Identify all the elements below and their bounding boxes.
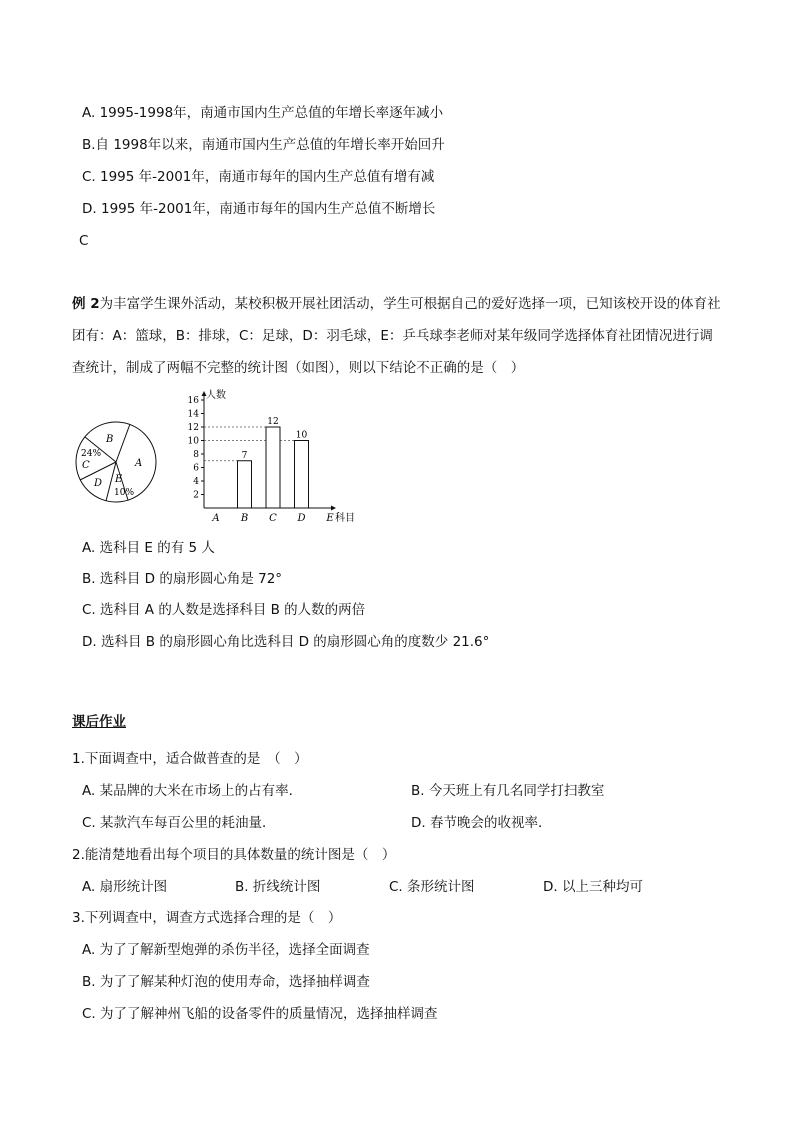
- example-text: 为丰富学生课外活动，某校积极开展社团活动，学生可根据自己的爱好选择一项，已知该校开设的体育社团有：A：篮球，B：排球，C：足球，D：羽毛球，E：乒乓球李老师对某年级同学选择体育社团情况进行调查统计，制成了两幅不完整的统计图（如图），则以下结论不正确的是（ ）: [72, 296, 721, 376]
- q2-option-c: C. 条形统计图: [389, 879, 475, 895]
- homework-title: 课后作业: [72, 714, 126, 730]
- bar-C: [266, 427, 280, 508]
- q1-option-a: A. 某品牌的大米在市场上的占有率．: [82, 783, 303, 799]
- q2-stem: 2.能清楚地看出每个项目的具体数量的统计图是（ ）: [72, 847, 396, 863]
- pie-divider-ab: [116, 424, 130, 462]
- y-tick-label: 4: [193, 477, 199, 487]
- ex2-option-d: D. 选科目 B 的扇形圆心角比选科目 D 的扇形圆心角的度数少 21.6°: [82, 634, 490, 650]
- y-tick-label: 14: [187, 409, 199, 420]
- prev-answer: C: [79, 233, 89, 249]
- y-tick-label: 12: [187, 423, 199, 433]
- pie-label-d: D: [94, 478, 103, 489]
- prev-option-d: D. 1995 年-2001年，南通市每年的国内生产总值不断增长: [82, 201, 436, 217]
- q1-option-b: B. 今天班上有几名同学打扫教室: [411, 783, 605, 799]
- q1-option-c: C. 某款汽车每百公里的耗油量．: [82, 815, 276, 831]
- bar-B: [238, 461, 252, 508]
- pie-label-c: C: [82, 460, 90, 471]
- pie-chart: [72, 418, 162, 508]
- q1-option-d: D. 春节晚会的收视率．: [411, 815, 552, 831]
- y-tick-label: 8: [193, 450, 199, 460]
- prev-option-c: C. 1995 年-2001年，南通市每年的国内生产总值有增有减: [82, 169, 435, 185]
- pie-percent-c: 24%: [81, 449, 102, 459]
- q1-stem: 1.下面调查中，适合做普查的是 （ ）: [72, 751, 308, 767]
- ex2-option-b: B. 选科目 D 的扇形圆心角是 72°: [82, 571, 283, 587]
- ex2-option-a: A. 选科目 E 的有 5 人: [82, 540, 215, 556]
- q2-option-b: B. 折线统计图: [235, 879, 321, 895]
- y-tick-label: 10: [187, 436, 199, 447]
- q3-option-a: A. 为了了解新型炮弹的杀伤半径，选择全面调查: [82, 942, 370, 958]
- pie-label-a: A: [135, 458, 143, 469]
- x-axis-label: 科目: [335, 513, 355, 524]
- ex2-option-c: C. 选科目 A 的人数是选择科目 B 的人数的两倍: [82, 602, 366, 618]
- x-tick-label: B: [240, 513, 249, 524]
- y-tick-label: 16: [187, 396, 199, 406]
- data-label-B: 7: [241, 450, 248, 461]
- example-2-paragraph: [72, 288, 722, 384]
- data-label-D: 10: [295, 430, 308, 441]
- pie-label-e: E: [115, 474, 123, 485]
- x-tick-label: D: [297, 513, 306, 524]
- data-label-C: 12: [267, 417, 279, 427]
- x-axis-arrow: [331, 506, 336, 511]
- q2-option-d: D. 以上三种均可: [543, 879, 643, 895]
- pie-label-b: B: [106, 434, 114, 445]
- q3-option-c: C. 为了了解神州飞船的设备零件的质量情况，选择抽样调查: [82, 1006, 438, 1022]
- y-tick-label: 6: [193, 463, 199, 474]
- y-tick-label: 2: [193, 490, 199, 501]
- pie-percent-e: 10%: [114, 488, 135, 498]
- example-label: 例 2: [72, 296, 100, 312]
- q3-stem: 3.下列调查中，调查方式选择合理的是（ ）: [72, 910, 342, 926]
- prev-option-a: A. 1995-1998年，南通市国内生产总值的年增长率逐年减小: [82, 105, 444, 121]
- x-tick-label: A: [212, 513, 220, 524]
- bar-chart: [178, 388, 368, 528]
- bar-D: [295, 441, 309, 509]
- x-tick-label: C: [269, 513, 277, 524]
- q3-option-b: B. 为了了解某种灯泡的使用寿命，选择抽样调查: [82, 974, 370, 990]
- y-axis-label: 人数: [206, 390, 226, 401]
- x-tick-label: E: [326, 513, 334, 524]
- q2-option-a: A. 扇形统计图: [82, 879, 168, 895]
- prev-option-b: B.自 1998年以来，南通市国内生产总值的年增长率开始回升: [82, 137, 445, 153]
